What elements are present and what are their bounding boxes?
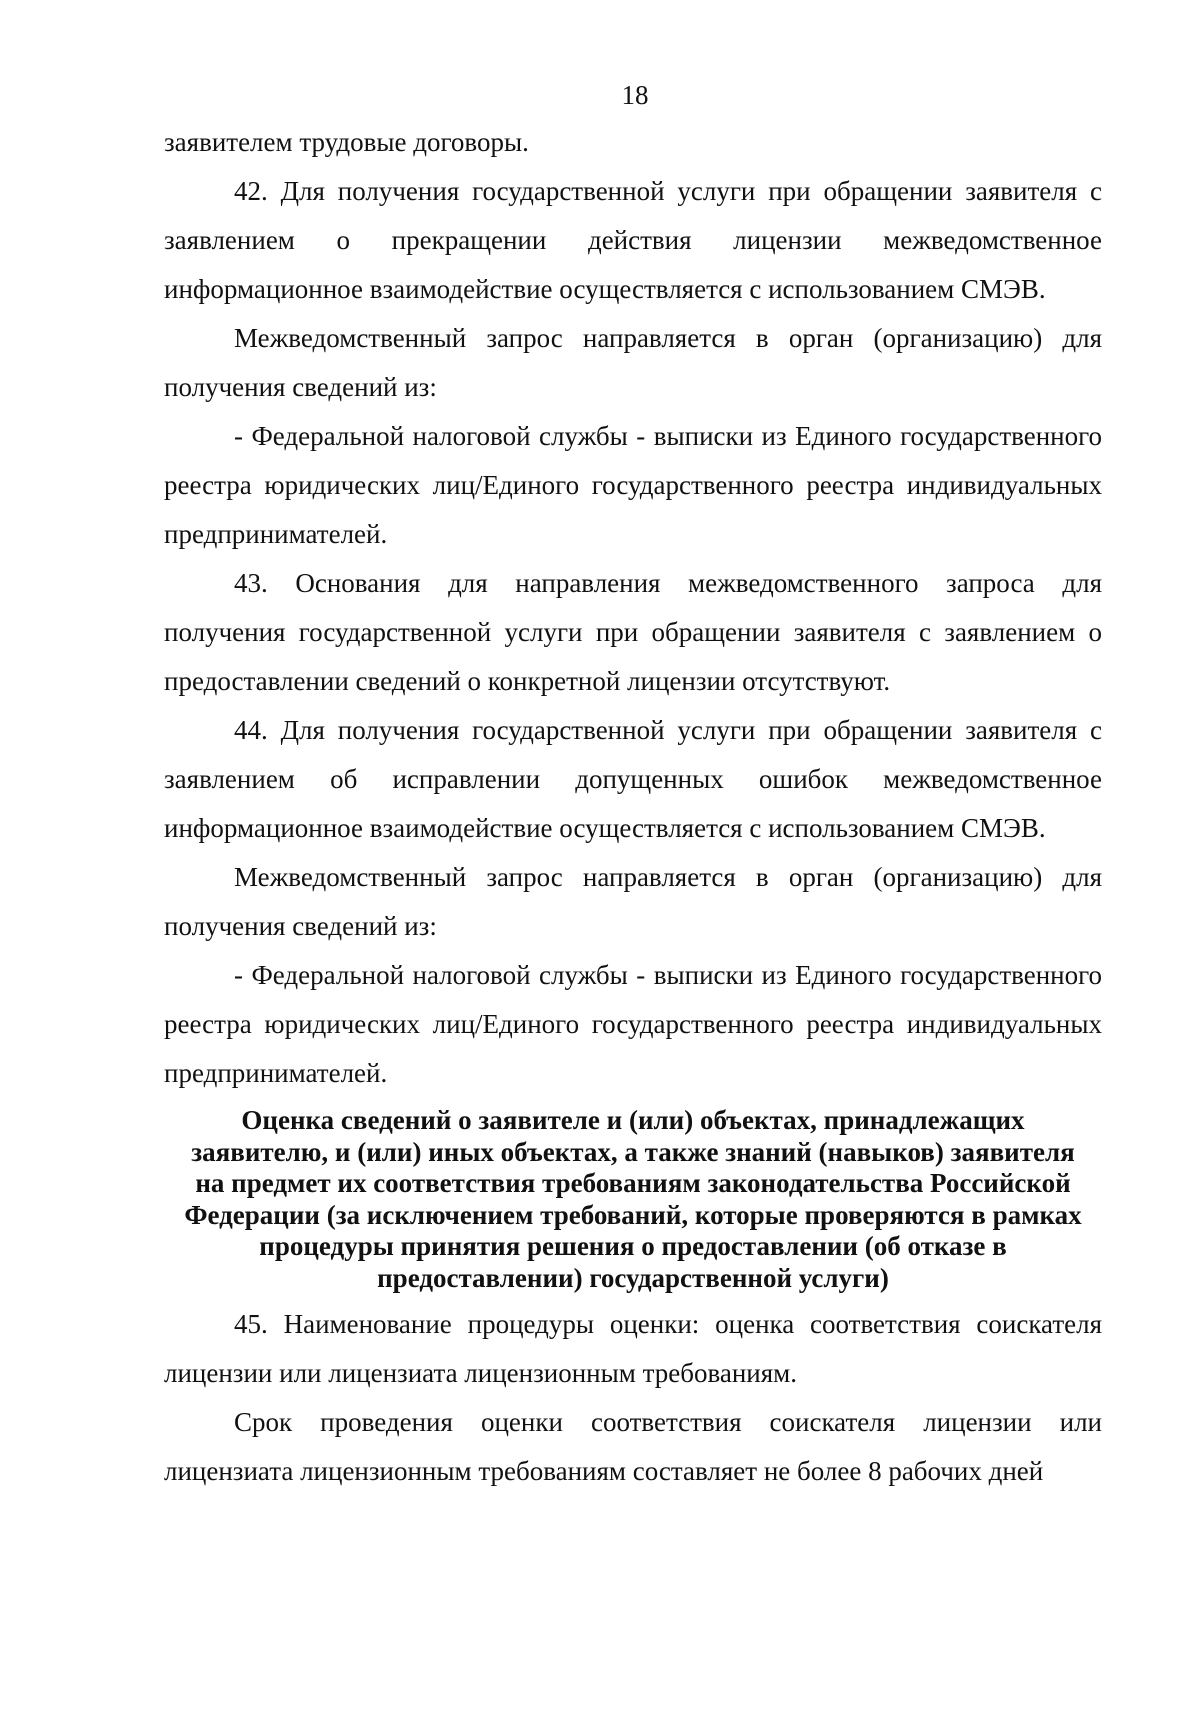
paragraph-45: 45. Наименование процедуры оценки: оценка соответствия соискателя лицензии или лицензиата лицензионным требованиям. <box>164 1309 1102 1388</box>
paragraph-42: 42. Для получения государственной услуги при обращении заявителя с заявлением о прекращении действия лицензии межведомственное информационное взаимодействие осуществляется с использованием СМЭВ. <box>164 176 1102 304</box>
paragraph-continuation: заявителем трудовые договоры. <box>164 127 529 157</box>
section-heading: Оценка сведений о заявителе и (или) объектах, принадлежащих заявителю, и (или) иных объектах, а также знаний (навыков) заявителя на предмет их соответствия требованиям законодательства Российской Федерации (за исключением требований, которые проверяются в рамках процедуры принятия решения о предоставлении (об отказе в предоставлении) государственной услуги) <box>184 1105 1082 1293</box>
list-item-tax-service-2: - Федеральной налоговой службы - выписки из Единого государственного реестра юридических лиц/Единого государственного реестра индивидуальных предпринимателей. <box>164 960 1102 1088</box>
list-item-tax-service-1: - Федеральной налоговой службы - выписки из Единого государственного реестра юридических лиц/Единого государственного реестра индивидуальных предпринимателей. <box>164 421 1102 549</box>
paragraph-43: 43. Основания для направления межведомственного запроса для получения государственной услуги при обращении заявителя с заявлением о предоставлении сведений о конкретной лицензии отсутствуют. <box>164 568 1102 696</box>
paragraph-44: 44. Для получения государственной услуги при обращении заявителя с заявлением об исправлении допущенных ошибок межведомственное информационное взаимодействие осуществляется с использованием СМЭВ. <box>164 715 1102 843</box>
paragraph-request-recipients-1: Межведомственный запрос направляется в орган (организацию) для получения сведений из: <box>164 323 1102 402</box>
paragraph-request-recipients-2: Межведомственный запрос направляется в орган (организацию) для получения сведений из: <box>164 862 1102 941</box>
paragraph-assessment-term: Срок проведения оценки соответствия соискателя лицензии или лицензиата лицензионным требованиям составляет не более 8 рабочих дней <box>164 1407 1102 1486</box>
document-body <box>164 118 1102 1496</box>
page-number: 18 <box>621 80 649 110</box>
